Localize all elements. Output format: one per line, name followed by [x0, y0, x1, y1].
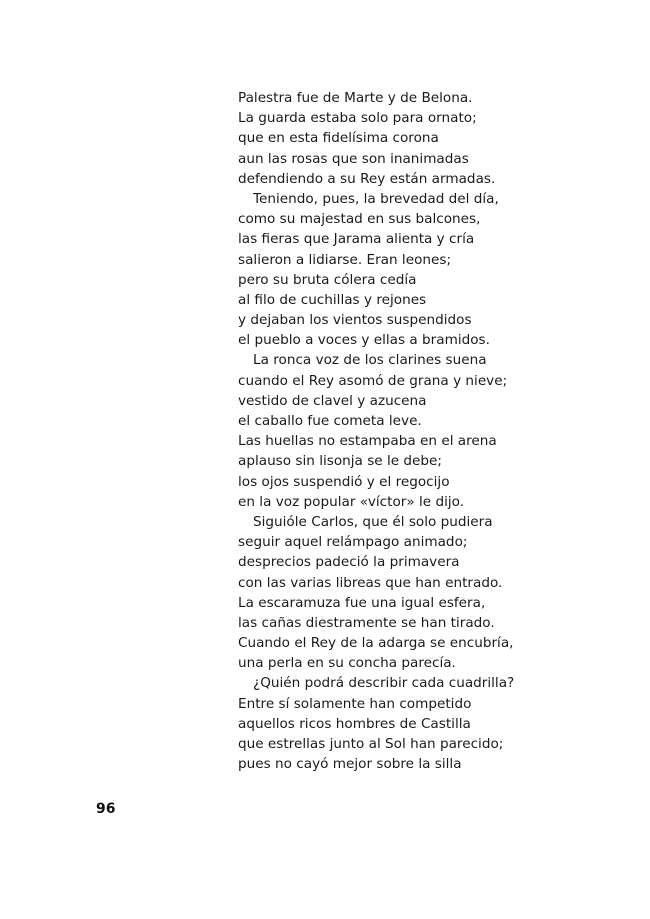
poem-line: vestido de clavel y azucena: [238, 392, 427, 409]
poem-stanza-start: ¿Quién podrá describir cada cuadrilla?: [253, 675, 515, 692]
poem-line: desprecios padeció la primavera: [238, 554, 460, 571]
poem-line: las cañas diestramente se han tirado.: [238, 614, 495, 631]
poem-stanza-start: La ronca voz de los clarines suena: [253, 352, 487, 369]
poem-line: y dejaban los vientos suspendidos: [238, 312, 472, 329]
poem-line: el caballo fue cometa leve.: [238, 413, 422, 429]
poem-line: con las varias libreas que han entrado.: [238, 574, 503, 591]
poem-line: las fieras que Jarama alienta y cría: [238, 231, 475, 248]
poem-line: que estrellas junto al Sol han parecido;: [238, 736, 504, 752]
poem-line: el pueblo a voces y ellas a bramidos.: [238, 332, 490, 349]
poem-line: La escaramuza fue una igual esfera,: [238, 594, 486, 611]
poem-stanza-start: Siguióle Carlos, que él solo pudiera: [253, 513, 493, 530]
poem-line: Palestra fue de Marte y de Belona.: [238, 90, 473, 106]
poem-line: pero su bruta cólera cedía: [238, 271, 417, 288]
poem-line: en la voz popular «víctor» le dijo.: [238, 493, 465, 510]
poem-line: Entre sí solamente han competido: [238, 695, 472, 712]
poem-line: aquellos ricos hombres de Castilla: [238, 715, 471, 732]
page-number: 96: [96, 801, 116, 817]
poem-line: cuando el Rey asomó de grana y nieve;: [238, 372, 508, 389]
poem-line: los ojos suspendió y el regocijo: [238, 473, 450, 490]
poem-line: defendiendo a su Rey están armadas.: [238, 170, 496, 187]
poem-line: que en esta fidelísima corona: [238, 130, 439, 147]
poem-line: aun las rosas que son inanimadas: [238, 150, 469, 167]
poem-line: salieron a lidiarse. Eran leones;: [238, 251, 452, 268]
poem-line: al filo de cuchillas y rejones: [238, 291, 427, 308]
poem-line: seguir aquel relámpago animado;: [238, 534, 468, 551]
poem-line: La guarda estaba solo para ornato;: [238, 110, 477, 127]
poem-line: una perla en su concha parecía.: [238, 655, 456, 672]
poem-text: [238, 88, 538, 774]
poem-line: Cuando el Rey de la adarga se encubría,: [238, 635, 514, 652]
poem-line: aplauso sin lisonja se le debe;: [238, 453, 442, 470]
poem-line: como su majestad en sus balcones,: [238, 211, 481, 228]
poem-stanza-start: Teniendo, pues, la brevedad del día,: [253, 190, 499, 207]
poem-line: Las huellas no estampaba en el arena: [238, 433, 497, 450]
poem-line: pues no cayó mejor sobre la silla: [238, 756, 462, 773]
